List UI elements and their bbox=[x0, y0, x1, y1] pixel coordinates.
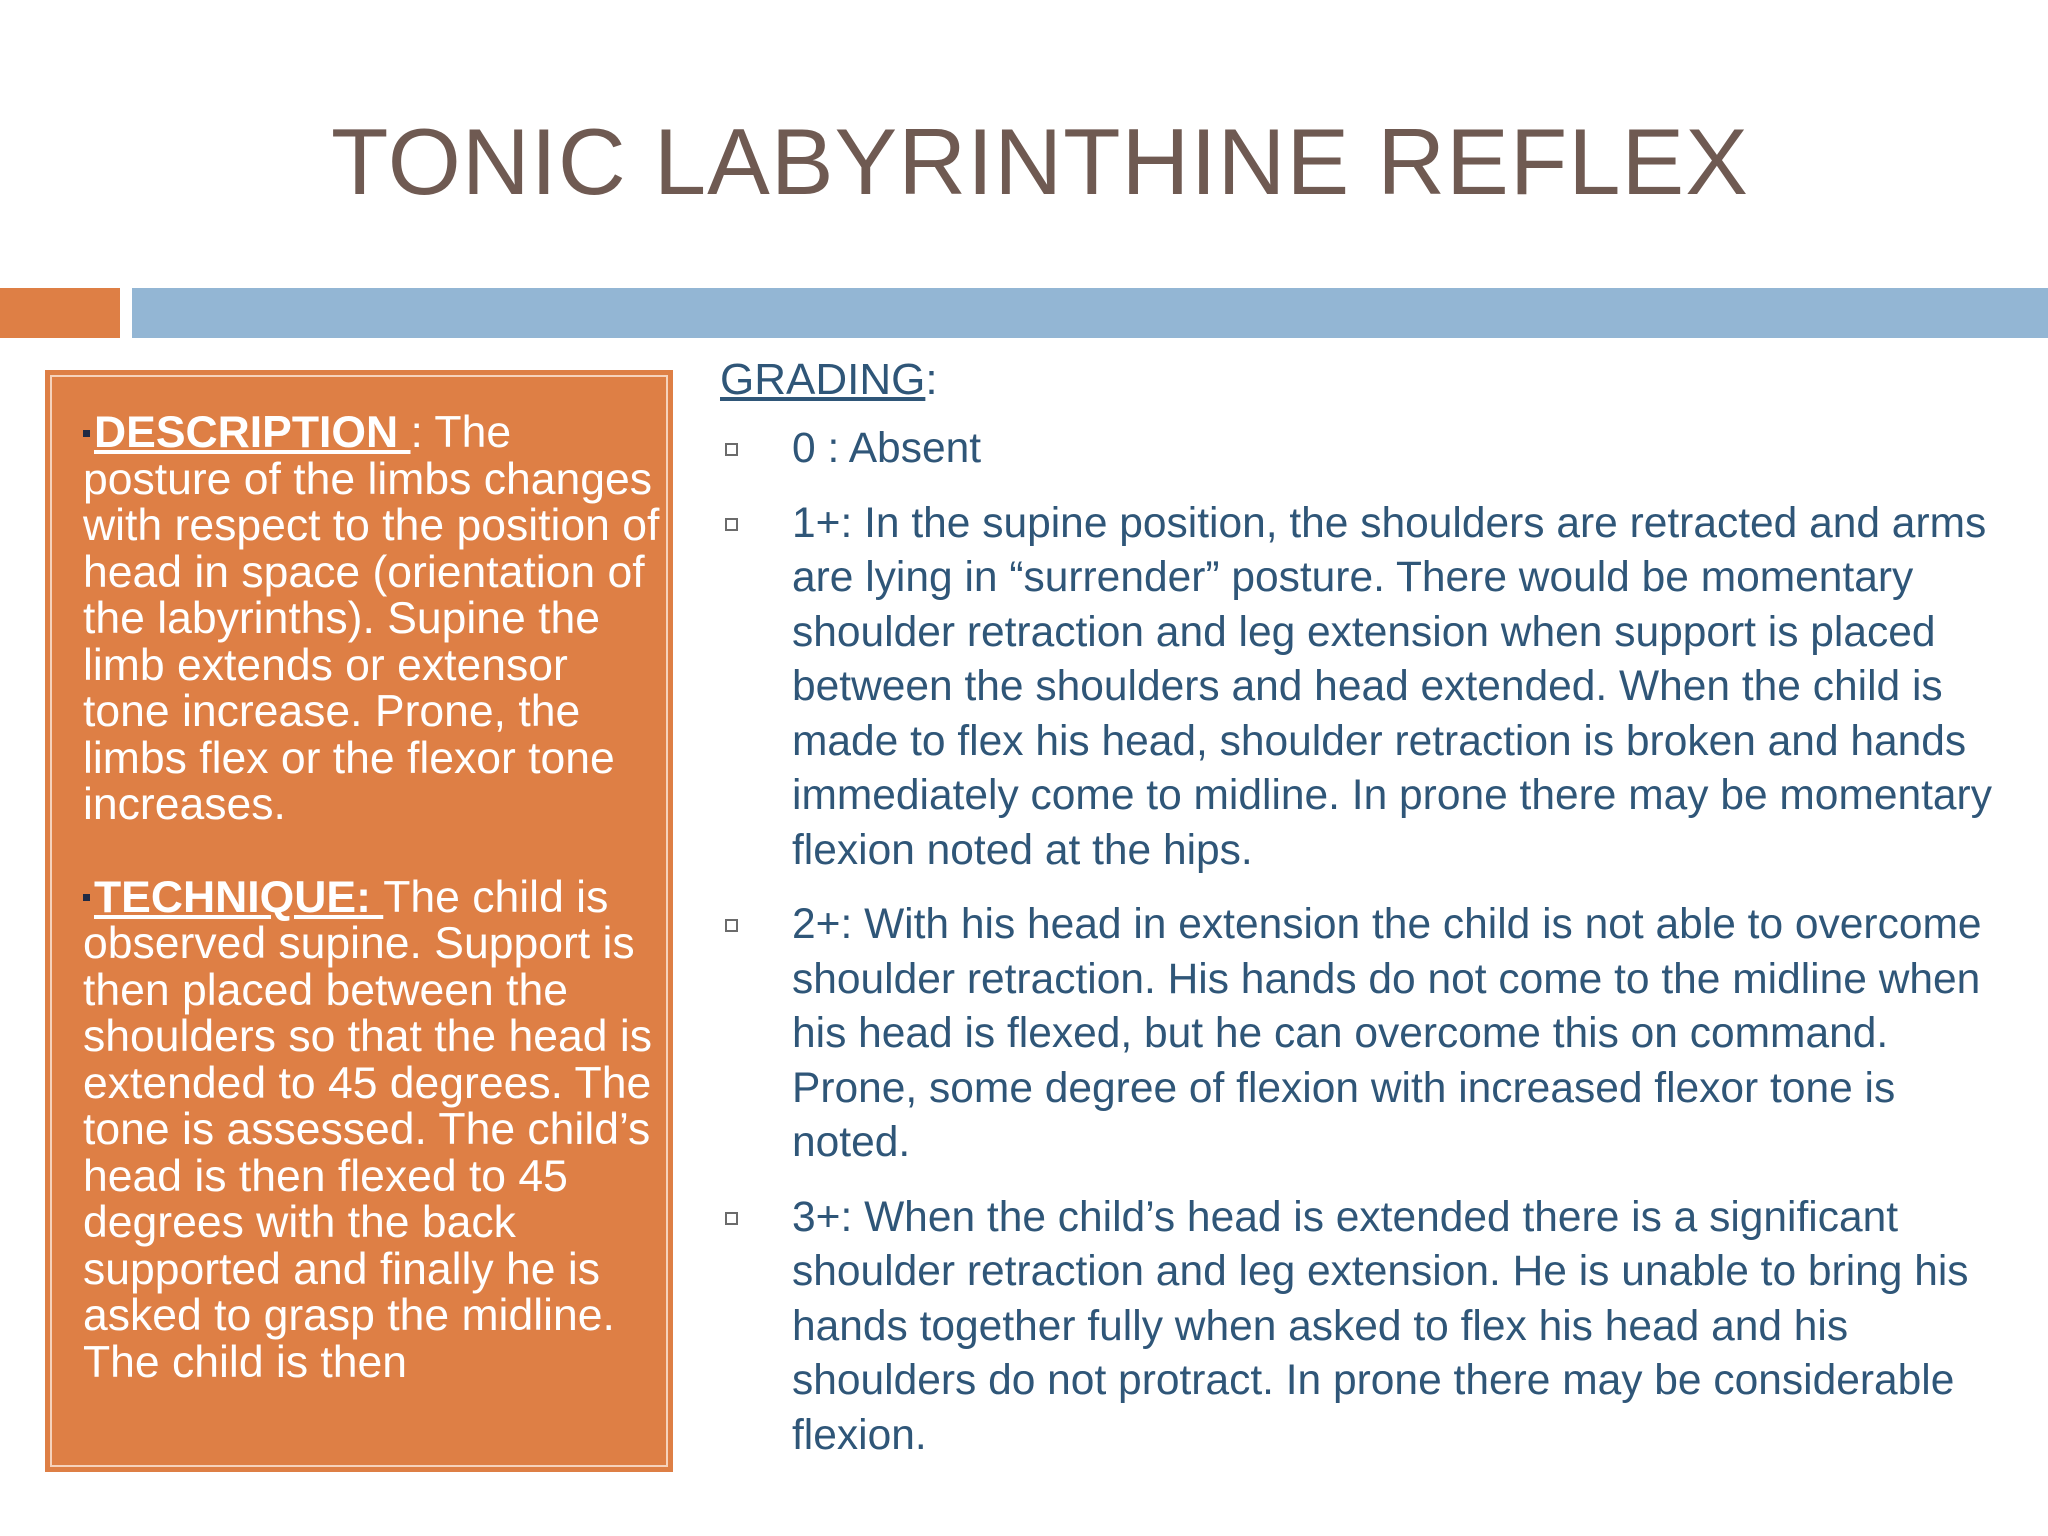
grade-text: 3+: When the child’s head is extended there is a significant shoulder retraction and leg extension. He is unable to bring his hands together fully when asked to flex his head and his shoulders do not protract. In prone there may be considerable flexion. bbox=[792, 1193, 1969, 1459]
square-bullet-icon bbox=[83, 894, 90, 901]
technique-text: The child is observed supine. Support is then placed between the shoulders so that the head is extended to 45 degrees. The tone is assessed. The child’s head is then flexed to 45 degrees with the back supported and finally he is asked to grasp the midline. The child is then bbox=[83, 872, 652, 1387]
grade-text: 2+: With his head in extension the child is not able to overcome shoulder retraction. His hands do not come to the midline when his head is flexed, but he can overcome this on command. Prone, some degree of flexion with increased flexor tone is noted. bbox=[792, 901, 1982, 1166]
technique-heading: TECHNIQUE: bbox=[94, 872, 384, 922]
grade-item bbox=[720, 898, 2010, 1171]
checkbox-bullet-icon bbox=[725, 1212, 738, 1225]
grade-text: 0 : Absent bbox=[792, 425, 982, 472]
checkbox-bullet-icon bbox=[725, 919, 738, 932]
grading-colon: : bbox=[925, 355, 938, 404]
square-bullet-icon bbox=[83, 430, 90, 437]
checkbox-bullet-icon bbox=[725, 443, 738, 456]
technique-paragraph bbox=[83, 872, 663, 1387]
grade-text: 1+: In the supine position, the shoulders are retracted and arms are lying in “surrender” posture. There would be momentary shoulder retraction and leg extension when support is placed between the shoulders and head extended. When the child is made to flex his head, shoulder retraction is broken and hands immediately come to midline. In prone there may be momentary flexion noted at the hips. bbox=[792, 499, 1992, 874]
description-text: : The posture of the limbs changes with respect to the position of head in space (orientation of the labyrinths). Supine the limb extends or extensor tone increase. Prone, the limbs flex or the flexor tone increases. bbox=[83, 408, 660, 829]
accent-bar-blue bbox=[132, 288, 2048, 338]
grade-item bbox=[720, 1191, 2010, 1464]
grading-section bbox=[720, 350, 2010, 1483]
grading-heading: GRADING bbox=[720, 355, 926, 404]
checkbox-bullet-icon bbox=[725, 518, 738, 531]
slide-title: TONIC LABYRINTHINE REFLEX bbox=[331, 109, 1749, 214]
grade-item bbox=[720, 497, 2010, 879]
description-paragraph bbox=[83, 410, 663, 829]
description-panel bbox=[45, 370, 673, 1472]
grading-label bbox=[720, 350, 2010, 410]
description-heading: DESCRIPTION bbox=[94, 408, 411, 457]
panel-text bbox=[83, 410, 663, 1386]
accent-bar-orange bbox=[0, 288, 120, 338]
grade-item bbox=[720, 422, 2010, 477]
